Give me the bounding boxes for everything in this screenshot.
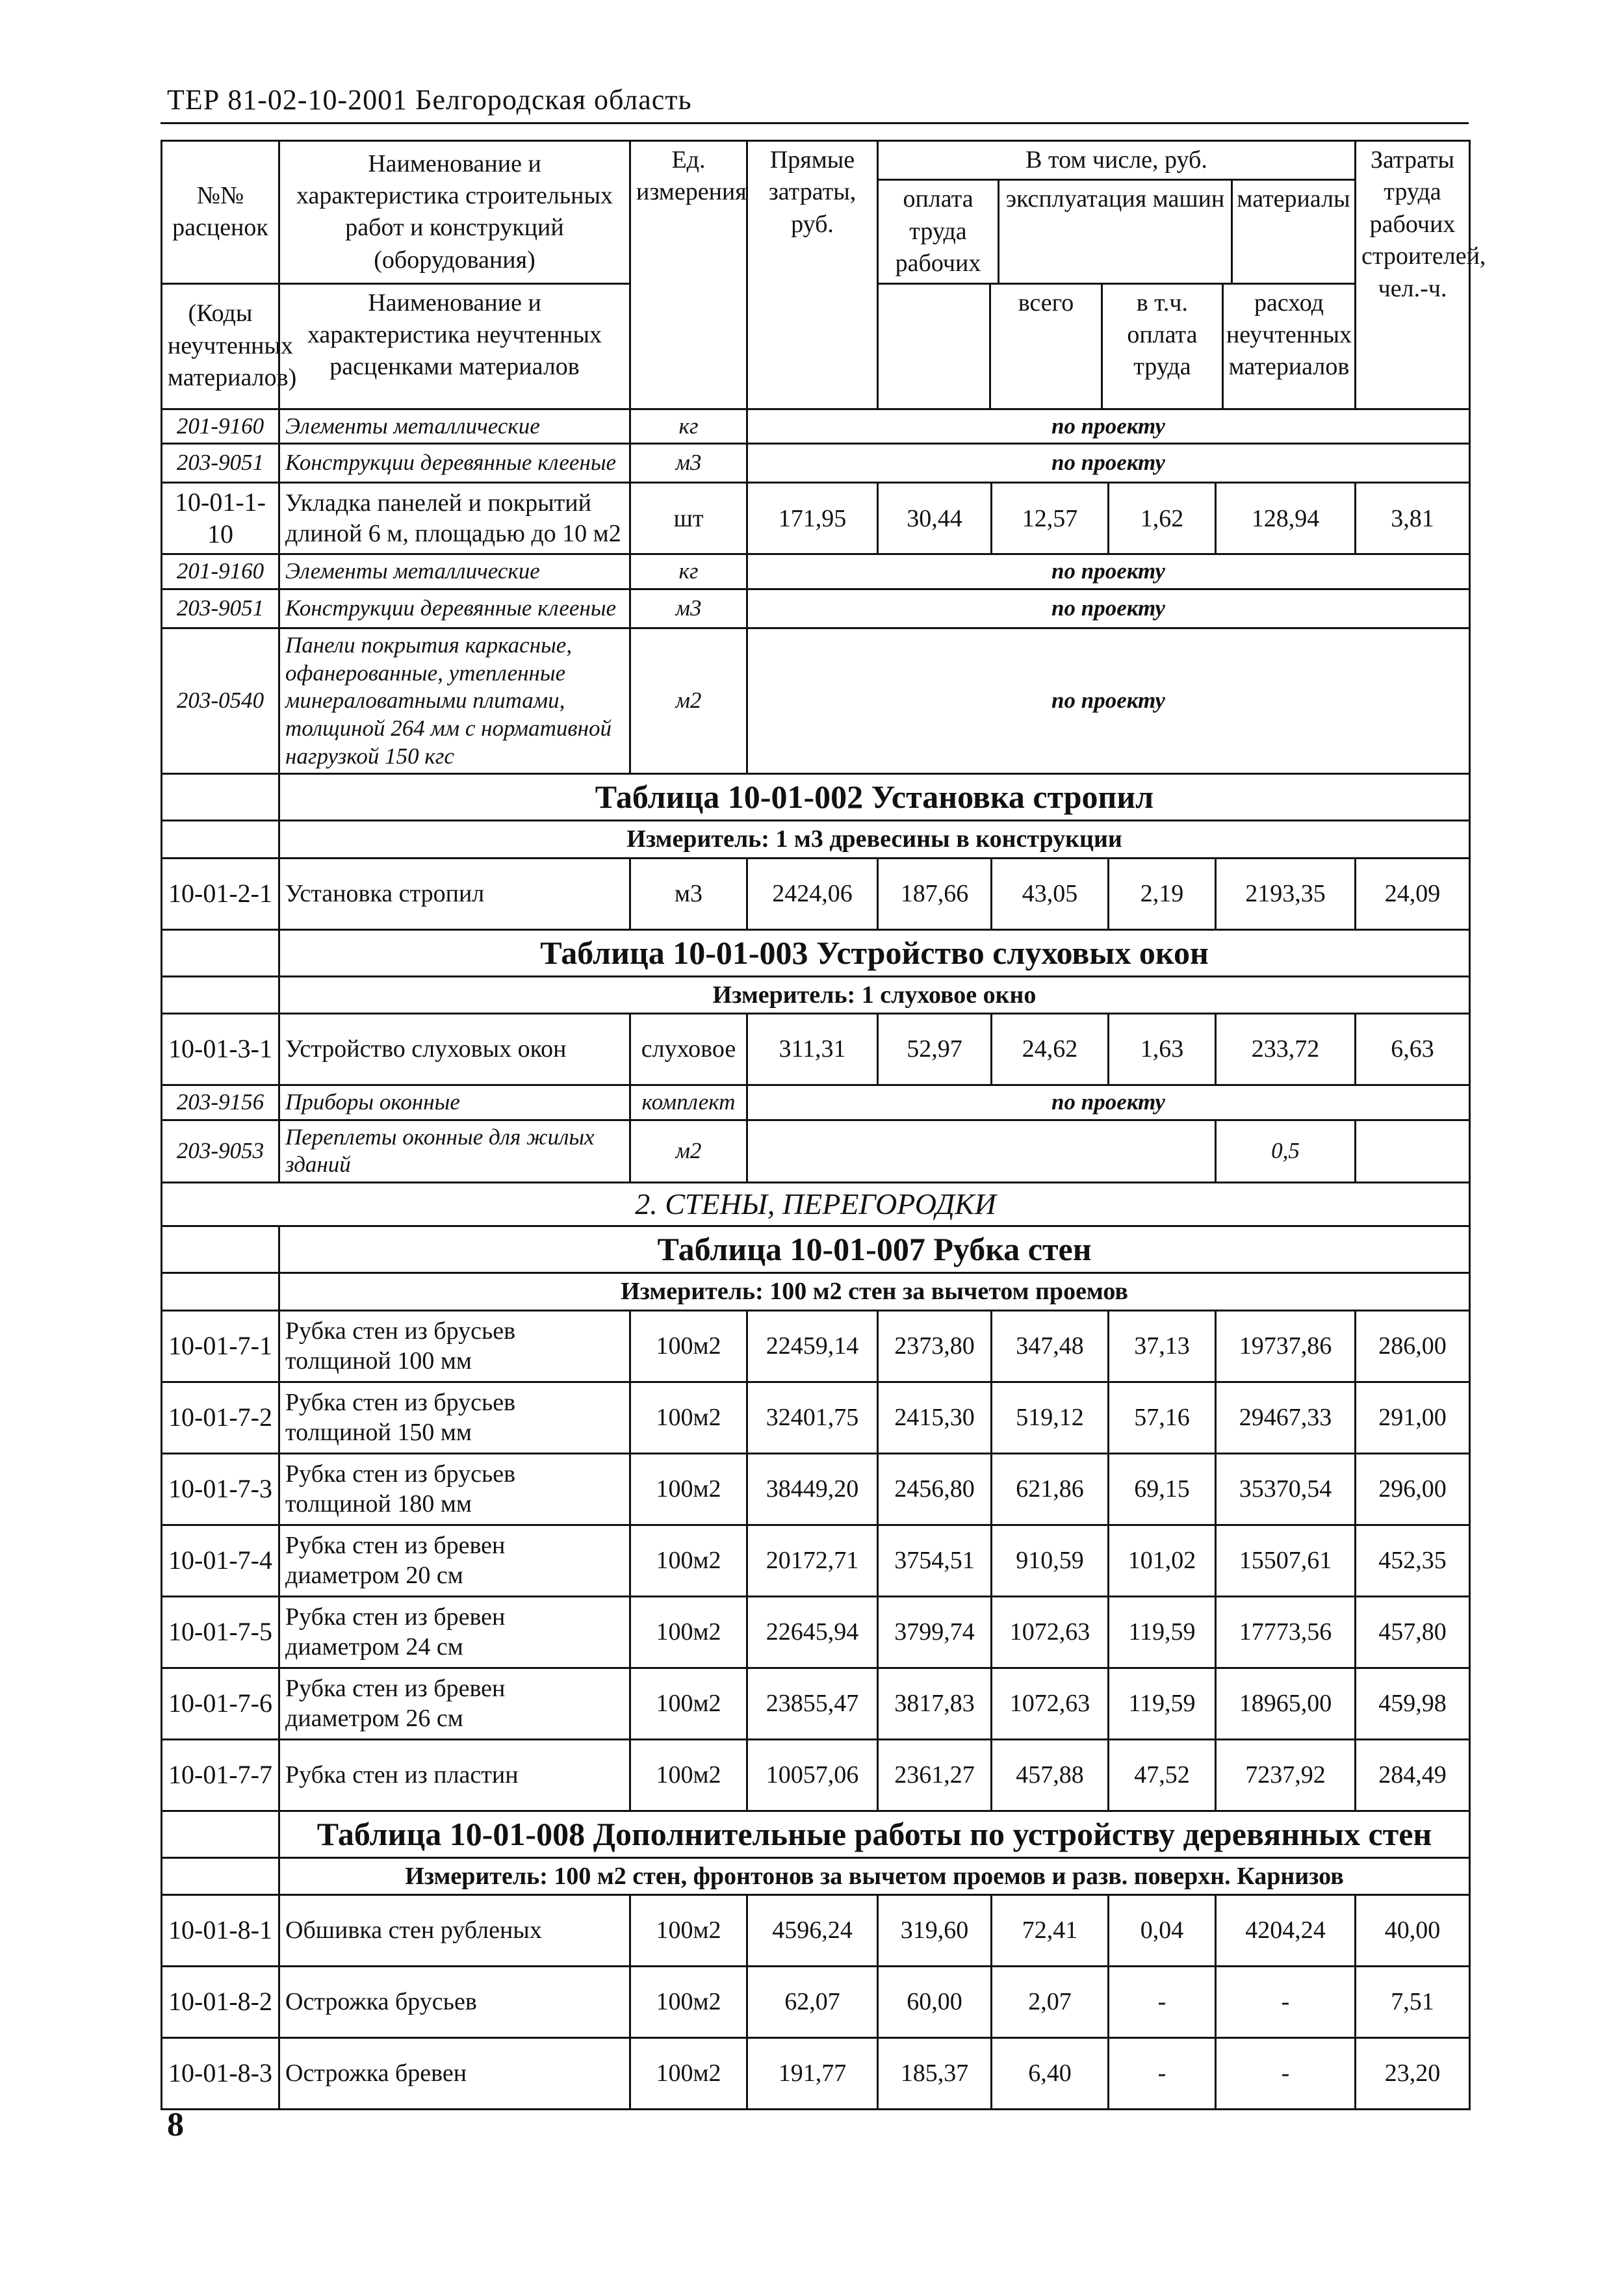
col-labor-header: Затраты труда рабочих строителей, чел.-ч. bbox=[1356, 141, 1470, 409]
material-value: по проекту bbox=[747, 589, 1470, 628]
col-name-header: Наименование и характеристика строительных работ и конструкций (оборудования) bbox=[279, 141, 630, 284]
material-unit: комплект bbox=[630, 1085, 747, 1120]
rate-wage: 2415,30 bbox=[878, 1382, 992, 1453]
subheader-cells bbox=[878, 283, 1356, 409]
table-title: Таблица 10-01-003 Устройство слуховых окон bbox=[279, 929, 1470, 976]
material-name: Элементы металлические bbox=[279, 409, 630, 444]
rate-row bbox=[162, 1014, 1470, 1085]
meter-text: Измеритель: 1 м3 древесины в конструкции bbox=[279, 821, 1470, 858]
empty-cell bbox=[162, 976, 279, 1013]
material-name: Элементы металлические bbox=[279, 554, 630, 589]
material-unit: м3 bbox=[630, 589, 747, 628]
material-row bbox=[162, 554, 1470, 589]
rate-machines-wage: 101,02 bbox=[1109, 1525, 1216, 1596]
empty-cell bbox=[1356, 1120, 1470, 1182]
rate-unit: м3 bbox=[630, 858, 747, 929]
rate-direct: 191,77 bbox=[747, 2037, 878, 2109]
rate-unit: шт bbox=[630, 483, 747, 554]
rate-labor: 459,98 bbox=[1356, 1668, 1470, 1739]
meter-text: Измеритель: 100 м2 стен, фронтонов за вычетом проемов и разв. поверхн. Карнизов bbox=[279, 1857, 1470, 1894]
rate-machines-wage: 57,16 bbox=[1109, 1382, 1216, 1453]
rate-unit: 100м2 bbox=[630, 2037, 747, 2109]
rate-machines: 12,57 bbox=[992, 483, 1109, 554]
material-row bbox=[162, 444, 1470, 483]
rate-machines: 621,86 bbox=[992, 1453, 1109, 1525]
material-unit: м2 bbox=[630, 1120, 747, 1182]
rate-machines-wage: 69,15 bbox=[1109, 1453, 1216, 1525]
rate-labor: 40,00 bbox=[1356, 1894, 1470, 1966]
rate-row bbox=[162, 1310, 1470, 1382]
mach-wage-header: в т.ч. оплата труда bbox=[1103, 285, 1224, 408]
table-title-row bbox=[162, 929, 1470, 976]
rate-name: Устройство слуховых окон bbox=[279, 1014, 630, 1085]
rate-code: 10-01-8-3 bbox=[162, 2037, 279, 2109]
material-usage: 0,5 bbox=[1216, 1120, 1356, 1182]
rate-direct: 32401,75 bbox=[747, 1382, 878, 1453]
page-number: 8 bbox=[167, 2106, 184, 2143]
material-code: 203-9051 bbox=[162, 589, 279, 628]
rate-labor: 452,35 bbox=[1356, 1525, 1470, 1596]
rate-wage: 3799,74 bbox=[878, 1596, 992, 1668]
wage-header: оплата труда рабочих bbox=[879, 181, 999, 282]
material-code: 203-9156 bbox=[162, 1085, 279, 1120]
empty-cell bbox=[162, 774, 279, 821]
rate-code: 10-01-8-2 bbox=[162, 1966, 279, 2037]
rate-materials: 19737,86 bbox=[1216, 1310, 1356, 1382]
rate-machines: 1072,63 bbox=[992, 1668, 1109, 1739]
empty-cell bbox=[747, 1120, 1216, 1182]
rate-machines: 519,12 bbox=[992, 1382, 1109, 1453]
rate-wage: 3754,51 bbox=[878, 1525, 992, 1596]
rate-labor: 24,09 bbox=[1356, 858, 1470, 929]
col-unit-header: Ед. измерения bbox=[630, 141, 747, 409]
meter-row bbox=[162, 976, 1470, 1013]
rate-code: 10-01-7-5 bbox=[162, 1596, 279, 1668]
materials-header: материалы bbox=[1237, 185, 1350, 213]
rate-direct: 22459,14 bbox=[747, 1310, 878, 1382]
material-value: по проекту bbox=[747, 628, 1470, 773]
rate-materials: - bbox=[1216, 1966, 1356, 2037]
table-title: Таблица 10-01-008 Дополнительные работы по устройству деревянных стен bbox=[279, 1811, 1470, 1857]
meter-row bbox=[162, 1857, 1470, 1894]
rate-machines-wage: 37,13 bbox=[1109, 1310, 1216, 1382]
rate-row bbox=[162, 1453, 1470, 1525]
rate-row bbox=[162, 1382, 1470, 1453]
col-code2-header: (Коды неучтенных материалов) bbox=[162, 283, 279, 409]
rate-materials: 7237,92 bbox=[1216, 1739, 1356, 1811]
rate-unit: 100м2 bbox=[630, 1596, 747, 1668]
material-value: по проекту bbox=[747, 554, 1470, 589]
header-rule bbox=[161, 122, 1469, 124]
rate-code: 10-01-7-6 bbox=[162, 1668, 279, 1739]
material-code: 203-9053 bbox=[162, 1120, 279, 1182]
rate-machines-wage: - bbox=[1109, 2037, 1216, 2109]
col-direct-header: Прямые затраты, руб. bbox=[747, 141, 878, 409]
rate-machines: 347,48 bbox=[992, 1310, 1109, 1382]
meter-text: Измеритель: 100 м2 стен за вычетом проемов bbox=[279, 1273, 1470, 1310]
rate-wage: 2456,80 bbox=[878, 1453, 992, 1525]
mat-usage-header: расход неучтенных материалов bbox=[1226, 289, 1352, 381]
table-title: Таблица 10-01-002 Установка стропил bbox=[279, 774, 1470, 821]
meter-text: Измеритель: 1 слуховое окно bbox=[279, 976, 1470, 1013]
rate-unit: 100м2 bbox=[630, 1382, 747, 1453]
rate-wage: 2373,80 bbox=[878, 1310, 992, 1382]
rate-materials: 4204,24 bbox=[1216, 1894, 1356, 1966]
rate-row bbox=[162, 1525, 1470, 1596]
rate-row bbox=[162, 1668, 1470, 1739]
rate-labor: 6,63 bbox=[1356, 1014, 1470, 1085]
rate-materials: 15507,61 bbox=[1216, 1525, 1356, 1596]
rate-materials: 18965,00 bbox=[1216, 1668, 1356, 1739]
rate-machines: 43,05 bbox=[992, 858, 1109, 929]
rate-machines-wage: 1,62 bbox=[1109, 483, 1216, 554]
material-value: по проекту bbox=[747, 1085, 1470, 1120]
rate-name: Укладка панелей и покрытий длиной 6 м, площадью до 10 м2 bbox=[279, 483, 630, 554]
rate-code: 10-01-7-7 bbox=[162, 1739, 279, 1811]
material-value: по проекту bbox=[747, 409, 1470, 444]
rate-machines: 72,41 bbox=[992, 1894, 1109, 1966]
rate-name: Рубка стен из бревен диаметром 20 см bbox=[279, 1525, 630, 1596]
material-code: 203-0540 bbox=[162, 628, 279, 773]
rate-name: Рубка стен из пластин bbox=[279, 1739, 630, 1811]
rate-materials: 2193,35 bbox=[1216, 858, 1356, 929]
document-header: ТЕР 81-02-10-2001 Белгородская область bbox=[167, 84, 692, 116]
rate-code: 10-01-3-1 bbox=[162, 1014, 279, 1085]
table-title-row bbox=[162, 1811, 1470, 1857]
rate-machines: 6,40 bbox=[992, 2037, 1109, 2109]
material-value: по проекту bbox=[747, 444, 1470, 483]
rate-wage: 185,37 bbox=[878, 2037, 992, 2109]
rate-name: Рубка стен из бревен диаметром 26 см bbox=[279, 1668, 630, 1739]
rate-unit: слуховое bbox=[630, 1014, 747, 1085]
rate-machines-wage: 47,52 bbox=[1109, 1739, 1216, 1811]
rate-labor: 7,51 bbox=[1356, 1966, 1470, 2037]
rate-unit: 100м2 bbox=[630, 1525, 747, 1596]
rate-direct: 38449,20 bbox=[747, 1453, 878, 1525]
rate-labor: 286,00 bbox=[1356, 1310, 1470, 1382]
rate-unit: 100м2 bbox=[630, 1894, 747, 1966]
rate-wage: 187,66 bbox=[878, 858, 992, 929]
rate-materials: 29467,33 bbox=[1216, 1382, 1356, 1453]
incl-title: В том числе, руб. bbox=[879, 142, 1354, 181]
rate-machines: 1072,63 bbox=[992, 1596, 1109, 1668]
rate-code: 10-01-1-10 bbox=[162, 483, 279, 554]
col-name2-header: Наименование и характеристика неучтенных расценками материалов bbox=[279, 283, 630, 409]
empty-cell bbox=[162, 821, 279, 858]
rate-direct: 20172,71 bbox=[747, 1525, 878, 1596]
rate-machines-wage: 1,63 bbox=[1109, 1014, 1216, 1085]
meter-row bbox=[162, 821, 1470, 858]
rate-wage: 3817,83 bbox=[878, 1668, 992, 1739]
rate-code: 10-01-7-3 bbox=[162, 1453, 279, 1525]
empty-cell bbox=[162, 1857, 279, 1894]
rate-row bbox=[162, 2037, 1470, 2109]
material-row bbox=[162, 409, 1470, 444]
material-name: Конструкции деревянные клееные bbox=[279, 444, 630, 483]
rate-labor: 457,80 bbox=[1356, 1596, 1470, 1668]
col-code-header: №№ расценок bbox=[162, 141, 279, 284]
rate-wage: 319,60 bbox=[878, 1894, 992, 1966]
meter-row bbox=[162, 1273, 1470, 1310]
rate-name: Рубка стен из брусьев толщиной 150 мм bbox=[279, 1382, 630, 1453]
rate-unit: 100м2 bbox=[630, 1966, 747, 2037]
rate-machines-wage: 119,59 bbox=[1109, 1668, 1216, 1739]
rate-name: Острожка брусьев bbox=[279, 1966, 630, 2037]
mach-total-header: всего bbox=[991, 285, 1103, 408]
rate-machines-wage: 0,04 bbox=[1109, 1894, 1216, 1966]
rate-unit: 100м2 bbox=[630, 1739, 747, 1811]
rate-wage: 60,00 bbox=[878, 1966, 992, 2037]
table-title-row bbox=[162, 1226, 1470, 1273]
rate-machines: 910,59 bbox=[992, 1525, 1109, 1596]
rate-direct: 2424,06 bbox=[747, 858, 878, 929]
rate-row bbox=[162, 483, 1470, 554]
rate-machines-wage: - bbox=[1109, 1966, 1216, 2037]
rate-direct: 10057,06 bbox=[747, 1739, 878, 1811]
rate-unit: 100м2 bbox=[630, 1668, 747, 1739]
empty-cell bbox=[162, 929, 279, 976]
rate-labor: 23,20 bbox=[1356, 2037, 1470, 2109]
rate-row bbox=[162, 1966, 1470, 2037]
material-name: Переплеты оконные для жилых зданий bbox=[279, 1120, 630, 1182]
rate-name: Установка стропил bbox=[279, 858, 630, 929]
table-title-row bbox=[162, 774, 1470, 821]
rate-row bbox=[162, 1596, 1470, 1668]
rate-name: Рубка стен из брусьев толщиной 100 мм bbox=[279, 1310, 630, 1382]
empty-cell bbox=[162, 1811, 279, 1857]
rate-labor: 284,49 bbox=[1356, 1739, 1470, 1811]
rate-code: 10-01-7-4 bbox=[162, 1525, 279, 1596]
rate-code: 10-01-7-2 bbox=[162, 1382, 279, 1453]
material-unit: м2 bbox=[630, 628, 747, 773]
rate-name: Острожка бревен bbox=[279, 2037, 630, 2109]
rate-wage: 52,97 bbox=[878, 1014, 992, 1085]
rate-machines: 2,07 bbox=[992, 1966, 1109, 2037]
material-name: Конструкции деревянные клееные bbox=[279, 589, 630, 628]
material-code: 201-9160 bbox=[162, 554, 279, 589]
col-incl-header bbox=[878, 141, 1356, 284]
rates-table bbox=[161, 140, 1486, 2110]
rate-name: Рубка стен из бревен диаметром 24 см bbox=[279, 1596, 630, 1668]
machines-header: эксплуатация машин bbox=[999, 181, 1233, 282]
rate-materials: 35370,54 bbox=[1216, 1453, 1356, 1525]
rate-machines: 457,88 bbox=[992, 1739, 1109, 1811]
material-unit: кг bbox=[630, 409, 747, 444]
rate-code: 10-01-2-1 bbox=[162, 858, 279, 929]
rate-row bbox=[162, 1894, 1470, 1966]
rate-name: Рубка стен из брусьев толщиной 180 мм bbox=[279, 1453, 630, 1525]
material-row bbox=[162, 589, 1470, 628]
material-name: Приборы оконные bbox=[279, 1085, 630, 1120]
rate-direct: 23855,47 bbox=[747, 1668, 878, 1739]
rate-labor: 296,00 bbox=[1356, 1453, 1470, 1525]
material-unit: м3 bbox=[630, 444, 747, 483]
rate-direct: 22645,94 bbox=[747, 1596, 878, 1668]
rate-direct: 62,07 bbox=[747, 1966, 878, 2037]
rate-machines-wage: 2,19 bbox=[1109, 858, 1216, 929]
material-row bbox=[162, 1120, 1470, 1182]
rate-row bbox=[162, 858, 1470, 929]
rate-materials: 233,72 bbox=[1216, 1014, 1356, 1085]
rate-labor: 3,81 bbox=[1356, 483, 1470, 554]
rate-machines-wage: 119,59 bbox=[1109, 1596, 1216, 1668]
rate-row bbox=[162, 1739, 1470, 1811]
rate-wage: 30,44 bbox=[878, 483, 992, 554]
rate-name: Обшивка стен рубленых bbox=[279, 1894, 630, 1966]
material-code: 201-9160 bbox=[162, 409, 279, 444]
rate-direct: 171,95 bbox=[747, 483, 878, 554]
material-code: 203-9051 bbox=[162, 444, 279, 483]
empty-cell bbox=[162, 1226, 279, 1273]
rate-unit: 100м2 bbox=[630, 1310, 747, 1382]
rate-materials: 128,94 bbox=[1216, 483, 1356, 554]
material-row bbox=[162, 1085, 1470, 1120]
material-name: Панели покрытия каркасные, офанерованные, утепленные минераловатными плитами, толщиной 264 мм с нормативной нагрузкой 150 кгс bbox=[279, 628, 630, 773]
rate-direct: 311,31 bbox=[747, 1014, 878, 1085]
rate-materials: - bbox=[1216, 2037, 1356, 2109]
rate-direct: 4596,24 bbox=[747, 1894, 878, 1966]
part-row bbox=[162, 1183, 1470, 1226]
table-title: Таблица 10-01-007 Рубка стен bbox=[279, 1226, 1470, 1273]
material-unit: кг bbox=[630, 554, 747, 589]
empty-cell bbox=[162, 1273, 279, 1310]
rate-code: 10-01-7-1 bbox=[162, 1310, 279, 1382]
rate-unit: 100м2 bbox=[630, 1453, 747, 1525]
part-title: 2. СТЕНЫ, ПЕРЕГОРОДКИ bbox=[162, 1183, 1470, 1226]
rate-code: 10-01-8-1 bbox=[162, 1894, 279, 1966]
material-row bbox=[162, 628, 1470, 773]
rate-wage: 2361,27 bbox=[878, 1739, 992, 1811]
rate-labor: 291,00 bbox=[1356, 1382, 1470, 1453]
rate-machines: 24,62 bbox=[992, 1014, 1109, 1085]
rate-materials: 17773,56 bbox=[1216, 1596, 1356, 1668]
